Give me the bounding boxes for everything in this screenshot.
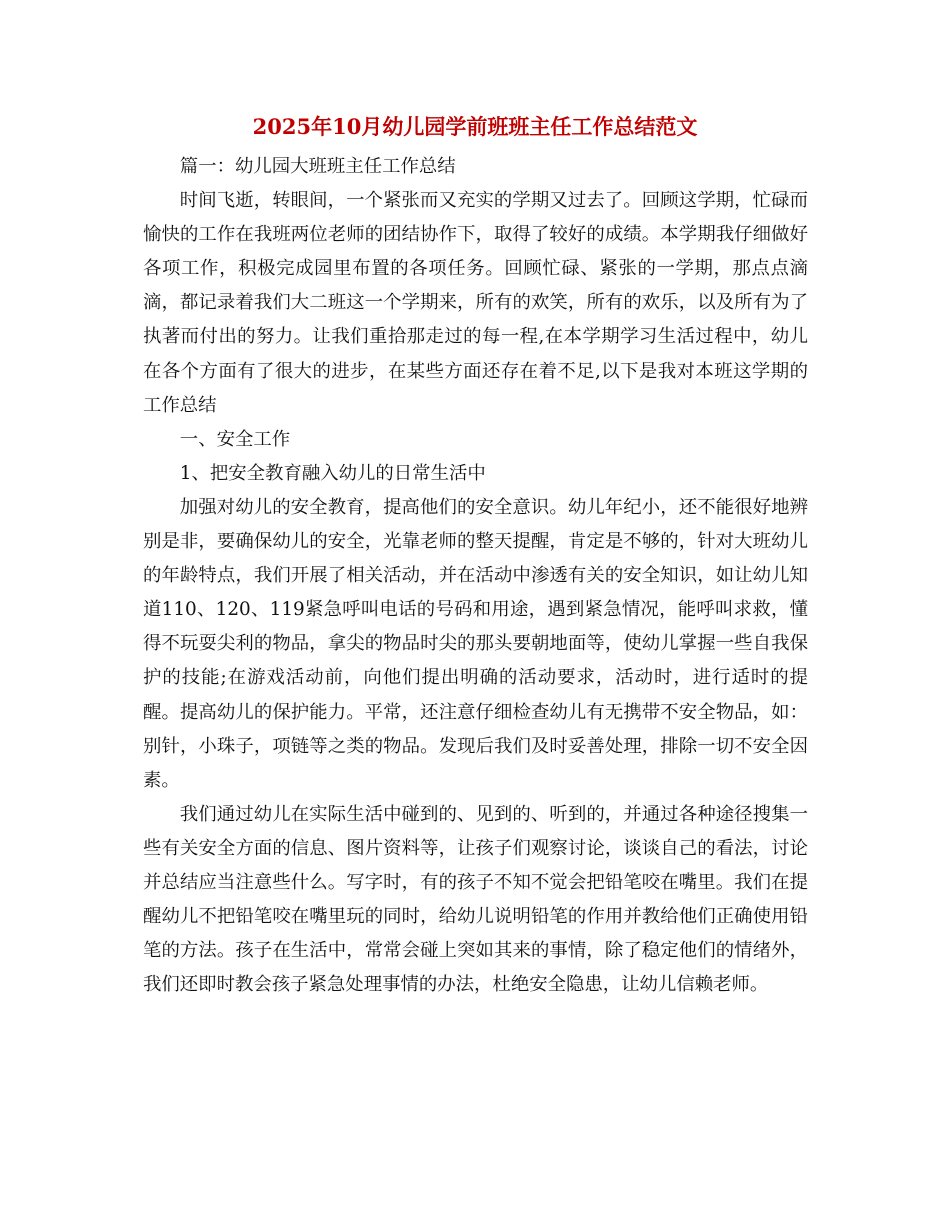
subsection-heading-safety-education: 1、把安全教育融入幼儿的日常生活中 [179,462,486,484]
section-heading-part-one: 篇一：幼儿园大班班主任工作总结 [179,156,456,177]
intro-paragraph: 时间飞逝，转眼间，一个紧张而又充实的学期又过去了。回顾这学期，忙碌而愉快的工作在我班两位老师的团结协作下，取得了较好的成绩。本学期我仔细做好各项工作，积极完成园里布置的各项任务。回顾忙碌、紧张的一学期，那点点滴滴，都记录着我们大二班这一个学期来，所有的欢笑，所有的欢乐，以及所有为了执著而付出的努力。让我们重拾那走过的每一程,在本学期学习生活过程中，幼儿在各个方面有了很大的进步，在某些方面还存在着不足,以下是我对本班这学期的工作总结 [143,190,808,416]
safety-paragraph-1: 加强对幼儿的安全教育，提高他们的安全意识。幼儿年纪小，还不能很好地辨别是非，要确保幼儿的安全，光靠老师的整天提醒，肯定是不够的，针对大班幼儿的年龄特点，我们开展了相关活动，并在活动中渗透有关的安全知识，如让幼儿知道110、120、119紧急呼叫电话的号码和用途，遇到紧急情况，能呼叫求救，懂得不玩耍尖利的物品，拿尖的物品时尖的那头要朝地面等，使幼儿掌握一些自我保护的技能;在游戏活动前，向他们提出明确的活动要求，活动时，进行适时的提醒。提高幼儿的保护能力。平常，还注意仔细检查幼儿有无携带不安全物品，如：别针，小珠子，项链等之类的物品。发现后我们及时妥善处理，排除一切不安全因素。 [143,496,808,791]
section-heading-safety: 一、安全工作 [179,428,291,450]
document-body [143,150,808,1002]
document-title: 2025年10月幼儿园学前班班主任工作总结范文 [252,114,698,139]
safety-paragraph-2: 我们通过幼儿在实际生活中碰到的、见到的、听到的，并通过各种途径搜集一些有关安全方面的信息、图片资料等，让孩子们观察讨论，谈谈自己的看法，讨论并总结应当注意些什么。写字时，有的孩子不知不觉会把铅笔咬在嘴里。我们在提醒幼儿不把铅笔咬在嘴里玩的同时，给幼儿说明铅笔的作用并教给他们正确使用铅笔的方法。孩子在生活中，常常会碰上突如其来的事情，除了稳定他们的情绪外，我们还即时教会孩子紧急处理事情的办法，杜绝安全隐患，让幼儿信赖老师。 [143,803,808,996]
